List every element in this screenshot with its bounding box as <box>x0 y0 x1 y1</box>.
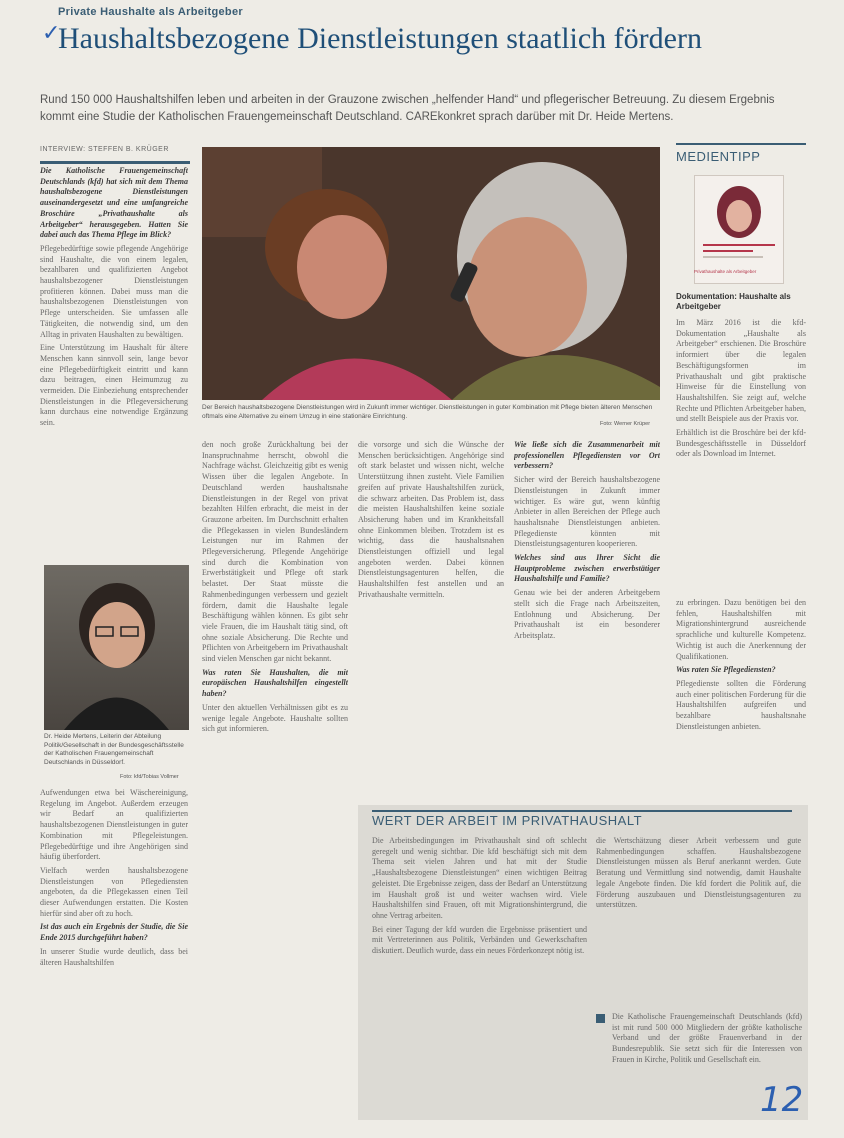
lead-paragraph: Rund 150 000 Haushaltshilfen leben und arbeiten in der Grauzone zwischen „helfender Hand“ und pflegerischer Betreuung. Zu diesem Ergebnis kommt eine Studie der Katholischen Frauengemeinschaft Deutschland. CAREkonkret sprach darüber mit Dr. Heide Mertens. <box>40 94 775 123</box>
photo-credit: Foto: Werner Krüper <box>600 421 651 427</box>
info-box-title: WERT DER ARBEIT IM PRIVATHAUSHALT <box>372 813 643 828</box>
column-1-continued <box>40 788 188 1133</box>
column-2 <box>202 440 348 1060</box>
info-box-left-text-2: Bei einer Tagung der kfd wurden die Ergebnisse präsentiert und mit Vertreterinnen aus Politik, Verbänden und Gewerkschaften diskutiert. Deutlich wurde, dass ein neues Förderkonzept nötig ist. <box>372 924 587 956</box>
info-box-right-text: die Wertschätzung dieser Arbeit verbessern und gute Rahmenbedingungen schaffen. Haushaltsbezogene Dienstleistungen müssen als Beruf anerkannt werden. Gute Beratung und Vermittlung sind notwendig, damit Haushalte legale Angebote finden. Die kfd fordert die Politik auf, die Förderung auszubauen und Dienstleistungsagenturen zu unterstützen. <box>596 836 801 910</box>
sidebar-text <box>676 318 806 498</box>
sidebar-paragraph-2: Erhältlich ist die Broschüre bei der kfd-Bundesgeschäftsstelle in Düsseldorf oder als Download im Internet. <box>676 428 806 459</box>
question-2: Ist das auch ein Ergebnis der Studie, die Sie Ende 2015 durchgeführt haben? <box>40 922 188 943</box>
answer-4: Vielfach werden haushaltsbezogene Dienstleistungen von Pflegediensten angeboten, da die Pflegekassen einen Teil dieser Aufwendungen erstatten. Die Kosten hierfür sind aber oft zu hoch. <box>40 865 188 918</box>
column-3 <box>358 440 504 770</box>
main-photo <box>202 147 660 400</box>
kicker: Private Haushalte als Arbeitgeber <box>58 6 243 18</box>
question-1: Die Katholische Frauengemeinschaft Deutschlands (kfd) hat sich mit dem Thema haushaltsbezogene Dienstleistungen auseinandergesetzt und eine umfangreiche Broschüre „Privathaushalte als Arbeitgeber“ herausgegeben. Hatten Sie dabei auch das Thema Pflege im Blick? <box>40 166 188 240</box>
info-bullet-icon <box>596 1014 605 1023</box>
column-4 <box>514 440 660 770</box>
info-box-note-text: Die Katholische Frauengemeinschaft Deutschlands (kfd) ist mit rund 500 000 Mitgliedern der größte katholische Verband und der größte Frauenverband in der Bundesrepublik. Sie setzt sich für die Interessen von Frauen in Kirche, Politik und Gesellschaft ein. <box>612 1012 802 1064</box>
info-box-left-text: Die Arbeitsbedingungen im Privathaushalt sind oft schlecht geregelt und wenig sichtbar. Die kfd beschäftigt sich mit dem Thema seit vielen Jahren und hat mit der Studie „Haushaltsbezogene Dienstleistungen“ einen wichtigen Beitrag geleistet. Die Ergebnisse zeigen, dass der Bedarf an Unterstützung im Haushalt groß ist und weiter wachsen wird. Viele Haushaltshilfen sind Frauen, oft mit Migrationshintergrund, die ohne Vertrag arbeiten. <box>372 836 587 920</box>
info-box-rule <box>372 810 792 812</box>
column-2-question: Was raten Sie Haushalten, die mit europäischen Haushaltshilfen eingestellt haben? <box>202 667 348 699</box>
column-5 <box>676 598 806 798</box>
column-4-question-1: Wie ließe sich die Zusammenarbeit mit professionellen Pflegediensten vor Ort verbessern? <box>514 440 660 471</box>
photo-caption: Der Bereich haushaltsbezogene Dienstleistungen wird in Zukunft immer wichtiger. Dienstleistungen in guter Kombination mit Pflege bieten älteren Menschen oftmals eine Alternative zu einem Umzug in eine stationäre Einrichtung. <box>202 404 653 420</box>
info-box-right <box>596 836 801 976</box>
column-1 <box>40 166 188 556</box>
headline: Haushaltsbezogene Dienstleistungen staatlich fördern <box>58 22 702 55</box>
sidebar-mediatip <box>676 143 806 164</box>
answer-2: Eine Unterstützung im Haushalt für ältere Menschen kann sinnvoll sein, lange bevor eine Pflegebedürftigkeit eintritt und kann dazu beitragen, einen Heimumzug zu vermeiden. Die Einbeziehung entsprechender Dienstleistungen in die Pflegeversicherung kann durchaus eine notwendige Ergänzung sein. <box>40 343 188 428</box>
answer-5: In unserer Studie wurde deutlich, dass bei älteren Haushaltshilfen <box>40 946 188 967</box>
portrait-credit: Foto: kfd/Tobias Vollmer <box>120 774 179 780</box>
column-3-text: die vorsorge und sich die Wünsche der Menschen berücksichtigen. Angehörige sind oft stark belastet und wissen nicht, welche Unterstützung ihnen zusteht. Viele Familien greifen auf private Haushaltshilfen zurück, die schwarz arbeiten. Das Problem ist, dass die meisten Haushaltshilfen keine soziale Absicherung haben und im Krankheitsfall ohne Einkommen bleiben. Trotzdem ist es wichtig, dass die haushaltsnahen Dienstleistungen offiziell und legal angeboten werden. Dabei können Dienstleistungsagenturen helfen, die Haushaltshilfen fest anstellen und an Privathaushalte vermitteln. <box>358 440 504 599</box>
column-5-answer: Pflegedienste sollten die Förderung auch einer politischen Forderung für die Haushaltshilfen aufgreifen und bezahlbare haushaltsnahe Dienstleistungen anbieten. <box>676 678 806 731</box>
book-title: Privathaushalte als Arbeitgeber <box>694 269 757 274</box>
portrait-photo <box>44 565 189 730</box>
sidebar-paragraph-1: Im März 2016 ist die kfd-Dokumentation „Haushalte als Arbeitgeber“ erschienen. Die Broschüre informiert über die legalen Beschäftigungsformen im Privathaushalt und gibt praktische Hinweise für die Einstellung von Haushaltshilfen. Sie zeigt auf, welche Rechte und Pflichten Arbeitgeber haben, und stellt Beispiele aus der Praxis vor. <box>676 318 806 424</box>
column-4-question-2: Welches sind aus Ihrer Sicht die Hauptprobleme zwischen erwerbstätiger Haushaltshilfe und Familie? <box>514 553 660 584</box>
sidebar-rule <box>676 143 806 145</box>
info-box-left <box>372 836 587 1106</box>
sidebar-heading: Dokumentation: Haushalte als Arbeitgeber <box>676 292 791 311</box>
byline: INTERVIEW: STEFFEN B. KRÜGER <box>40 146 169 153</box>
page-number: 12 <box>760 1080 804 1120</box>
column-5-question: Was raten Sie Pflegediensten? <box>676 665 776 675</box>
column-2-answer: Unter den aktuellen Verhältnissen gibt es zu wenige legale Angebote. Haushalte sollten sich gut informieren. <box>202 702 348 734</box>
column-5-text: zu erbringen. Dazu benötigen bei den fehlen, Haushaltshilfen mit Migrationshintergrund ausreichende sprachliche und kulturelle Kompetenz. Wichtig ist auch die Anerkennung der Qualifikationen. <box>676 598 806 661</box>
answer-1: Pflegebedürftige sowie pflegende Angehörige sind Haushalte, die von einem legalen, bezahlbaren und qualifizierten Angebot haushaltsbezogener Dienstleistungen profitieren können. Dabei muss man die haushaltsbezogenen Dienstleistungen von Pflege unterscheiden. Sie umfassen alle Tätigkeiten, die notwendig sind, um den Alltag in privaten Haushalten zu bewältigen. <box>40 243 188 339</box>
portrait-caption: Dr. Heide Mertens, Leiterin der Abteilung Politik/Gesellschaft in der Bundesgeschäftsstelle der Katholischen Frauengemeinschaft Deutschlands in Düsseldorf. <box>44 733 184 766</box>
column-4-answer-2: Genau wie bei der anderen Arbeitgebern stellt sich die Frage nach Arbeitszeiten, Entlohnung und Absicherung. Der Privathaushalt ist ein besonderer Arbeitsplatz. <box>514 588 660 640</box>
answer-3: Aufwendungen etwa bei Wäschereinigung, Regelung im Angebot. Außerdem erzeugen wir Bedarf an qualifizierten haushaltsbezogenen Dienstleistungen in guter Kombination mit Pflegeleistungen. Pflegebedürftige und ihre Angehörigen sind häufig überfordert. <box>40 788 188 862</box>
column-4-answer-1: Sicher wird der Bereich haushaltsbezogene Dienstleistungen in Zukunft immer wichtiger. Es wäre gut, wenn künftig Anbieter in allen Bereichen der Pflege auch haushaltsnahe Dienstleistungen anbieten. Pflegedienste könnten mit Dienstleistungsagenturen kooperieren. <box>514 475 660 549</box>
sidebar-title: MEDIENTIPP <box>676 149 761 164</box>
handwritten-check-mark: ✓ <box>42 20 61 45</box>
column-2-text: den noch große Zurückhaltung bei der Inanspruchnahme herrscht, obwohl die Nachfrage wächst. Gleichzeitig gibt es wenig Wissen über die legalen Angebote. In Deutschland werden haushaltsnahe Dienstleistungen in der Regel von privat bezahlten Hilfen erbracht, die meist in der Grauzone arbeiten. Im Durchschnitt erhalten die Pflegekassen in vielen Bundesländern Leistungen nur im Rahmen der Pflegeversicherung. Pflegende Angehörige sind durch die Kombination von Erwerbstätigkeit und Pflege oft stark belastet. Der Staat müsste die Rahmenbedingungen verbessern und gezielt fördern, damit die Haushalte legale Beschäftigung wählen können. Es gibt sehr viele Frauen, die im Haushalt tätig sind, oft ohne soziale Absicherung. Die Rechte und Pflichten von Arbeitgebern im Privathaushalt sind vielen Menschen gar nicht bekannt. <box>202 440 348 664</box>
byline-rule <box>40 161 190 164</box>
